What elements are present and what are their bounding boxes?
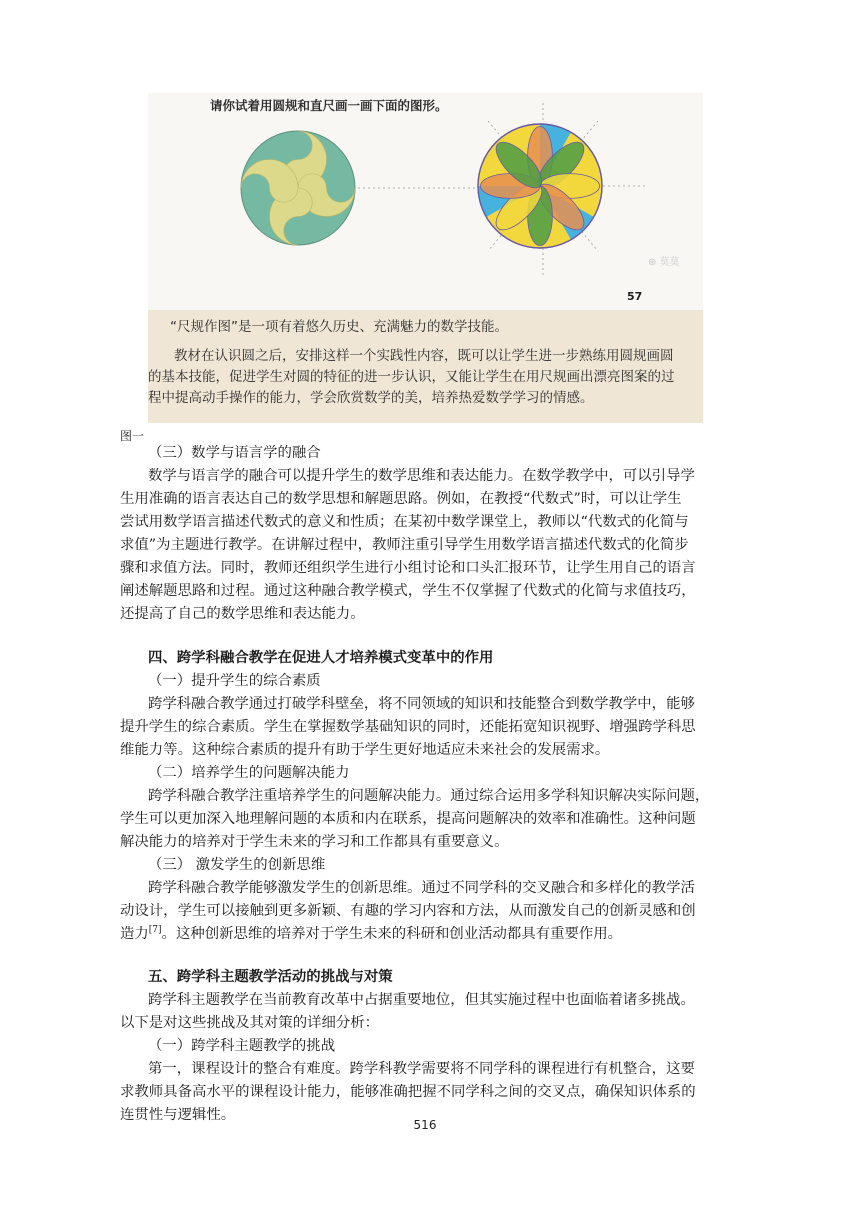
citation-mark: [7] (148, 925, 162, 936)
textbook-page-number: 57 (627, 290, 643, 303)
subsection-heading: （一）跨学科主题教学的挑战 (148, 1038, 336, 1054)
textbook-figure (148, 93, 703, 423)
figure-desc-line: 的基本技能，促进学生对圆的特征的进一步认识，又能让学生在用尺规画出漂亮图案的过 (148, 369, 675, 385)
paragraph-line: 跨学科融合教学注重培养学生的问题解决能力。通过综合运用多学科知识解决实际问题， (148, 788, 710, 804)
paragraph-line: 求教师具备高水平的课程设计能力，能够准确把握不同学科之间的交叉点，确保知识体系的 (120, 1084, 696, 1100)
paragraph-line: 跨学科融合教学能够激发学生的创新思维。通过不同学科的交叉融合和多样化的教学活 (148, 880, 695, 896)
paragraph-line: 解决能力的培养对于学生未来的学习和工作都具有重要意义。 (120, 834, 509, 850)
compass-figures (148, 93, 703, 310)
figure-desc-line: 教材在认识圆之后，安排这样一个实践性内容，既可以让学生进一步熟练用圆规画圆 (174, 348, 674, 364)
paragraph-line: 跨学科融合教学通过打破学科壁垒，将不同领域的知识和技能整合到数学教学中，能够 (148, 696, 695, 712)
right-circle-figure (478, 124, 602, 248)
paragraph-line: 维能力等。这种综合素质的提升有助于学生更好地适应未来社会的发展需求。 (120, 742, 610, 758)
paragraph-line: 求值”为主题进行教学。在讲解过程中，教师注重引导学生用数学语言描述代数式的化简步 (120, 537, 689, 553)
paragraph-line: 提升学生的综合素质。学生在掌握数学基础知识的同时，还能拓宽知识视野、增强跨学科思 (120, 719, 696, 735)
subsection-heading: （一）提升学生的综合素质 (148, 673, 321, 689)
paragraph-line: 跨学科主题教学在当前教育改革中占据重要地位，但其实施过程中也面临着诸多挑战。 (148, 992, 695, 1008)
section-heading: 四、跨学科融合教学在促进人才培养模式变革中的作用 (148, 649, 494, 666)
paragraph-line: 生用准确的语言表达自己的数学思想和解题思路。例如，在教授“代数式”时，可以让学生 (120, 491, 682, 507)
paragraph-line: 动设计，学生可以接触到更多新颖、有趣的学习内容和方法，从而激发自己的创新灵感和创 (120, 903, 696, 919)
figure-instruction: 请你试着用圆规和直尺画一画下面的图形。 (210, 98, 448, 113)
paragraph-line: 第一，课程设计的整合有难度。跨学科教学需要将不同学科的课程进行有机整合，这要 (148, 1061, 695, 1077)
paragraph-line: 还提高了自己的数学思维和表达能力。 (120, 606, 365, 622)
paragraph-line: 学生可以更加深入地理解问题的本质和内在联系，提高问题解决的效率和准确性。这种问题 (120, 811, 696, 827)
left-circle-figure (241, 131, 355, 245)
paragraph-line: 连贯性与逻辑性。 (120, 1107, 236, 1123)
paragraph-line: 骤和求值方法。同时，教师还组织学生进行小组讨论和口头汇报环节，让学生用自己的语言 (120, 560, 696, 576)
paragraph-line: 以下是对这些挑战及其对策的详细分析： (120, 1015, 380, 1031)
section-heading: 五、跨学科主题教学活动的挑战与对策 (148, 968, 393, 985)
paragraph-line-with-citation (120, 923, 730, 945)
figure-illustration-area (148, 93, 703, 310)
subsection-heading: （三） 激发学生的创新思维 (148, 857, 326, 873)
figure-desc-line: 程中提高动手操作的能力，学会欣赏数学的美，培养热爱数学学习的情感。 (148, 390, 594, 406)
paragraph-line: 数学与语言学的融合可以提升学生的数学思维和表达能力。在数学教学中，可以引导学 (148, 468, 695, 484)
subsection-heading: （二）培养学生的问题解决能力 (148, 765, 350, 781)
paragraph-line: 阐述解题思路和过程。通过这种融合教学模式，学生不仅掌握了代数式的化简与求值技巧， (120, 583, 696, 599)
subsection-heading: （三）数学与语言学的融合 (148, 445, 321, 461)
figure-title-line: “尺规作图”是一项有着悠久历史、充满魅力的数学技能。 (170, 319, 508, 335)
line-text: 。这种创新思维的培养对于学生未来的科研和创业活动都具有重要作用。 (161, 926, 623, 942)
line-text: 造力 (120, 926, 149, 942)
watermark: ⊕ 莫莫 (648, 257, 680, 268)
page-number: 516 (413, 1118, 437, 1132)
paragraph-line: 尝试用数学语言描述代数式的意义和性质；在某初中数学课堂上，教师以“代数式的化简与 (120, 514, 689, 530)
figure-caption: 图一 (120, 429, 145, 443)
